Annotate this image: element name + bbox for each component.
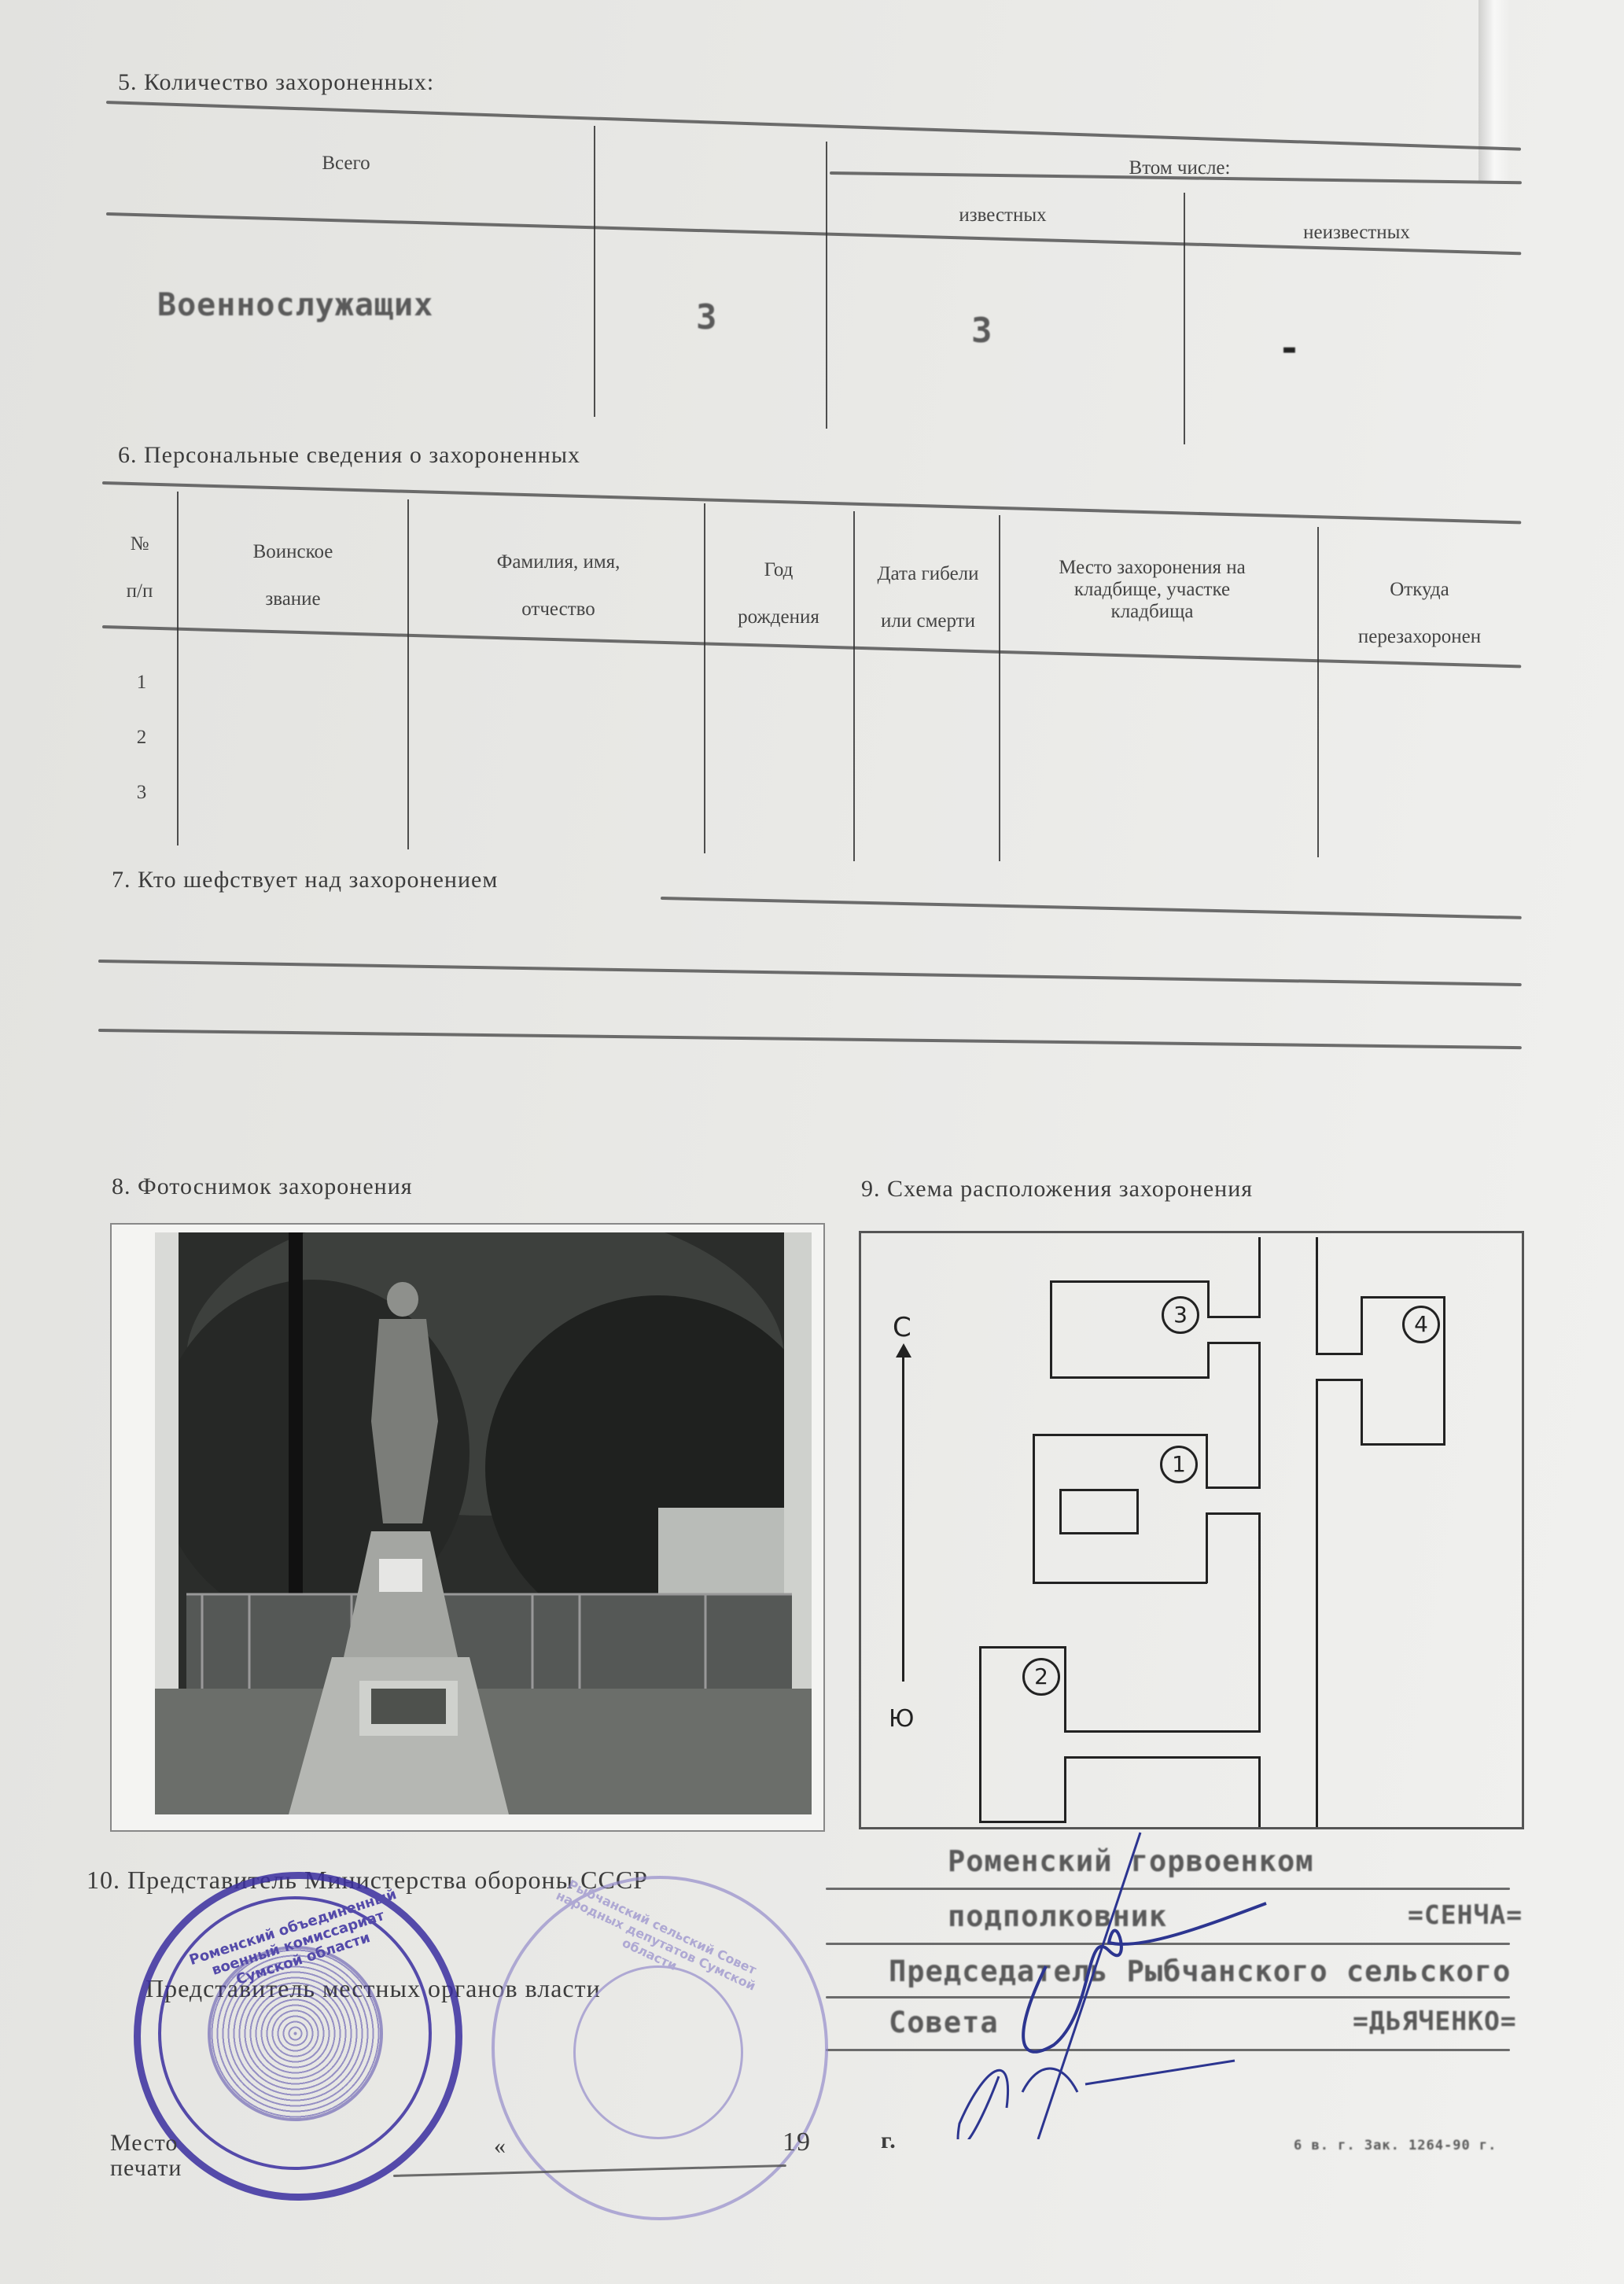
marker-3: 3 [1162, 1296, 1199, 1334]
local-authority-rep-label: Представитель местных органов власти [145, 1974, 601, 2002]
table-row-1-num: 1 [136, 672, 147, 693]
col-num-line1: № [130, 533, 149, 554]
year-prefix: 19 [783, 2127, 811, 2157]
header-known: известных [959, 204, 1047, 226]
date-quote: « [494, 2133, 506, 2159]
compass-north-label: С [893, 1312, 911, 1343]
col-from-line2: перезахоронен [1357, 626, 1482, 647]
compass-arrow [902, 1351, 904, 1682]
col-place-line1: Место захоронения на кладбище, участке [1059, 557, 1246, 600]
section6-title: 6. Персональные сведения о захороненных [118, 442, 580, 468]
section7-title: 7. Кто шефствует над захоронением [112, 867, 499, 893]
ministry-signer-title: Роменский горвоенком [948, 1844, 1314, 1878]
marker-1: 1 [1160, 1446, 1198, 1483]
ministry-signer-rank: подполковник [948, 1899, 1168, 1933]
col-from-line1: Откуда [1390, 579, 1449, 600]
seal-place-label-1: Место [110, 2130, 179, 2156]
ministry-signer-name: =СЕНЧА= [1408, 1899, 1523, 1930]
marker-4: 4 [1402, 1306, 1440, 1343]
col-rank-line2: звание [265, 588, 321, 610]
signature-ink [904, 1809, 1376, 2139]
col-birth-line1: Год [764, 559, 794, 580]
year-suffix: г. [881, 2127, 897, 2153]
print-info: 6 в. г. Зак. 1264-90 г. [1294, 2138, 1497, 2153]
category-servicemen: Военнослужащих [157, 287, 434, 323]
col-rank-line1: Воинское [252, 541, 333, 562]
header-total: Всего [322, 153, 370, 174]
compass-south-label: Ю [889, 1705, 915, 1733]
council-stamp-text: Рыбчанский сельский Совет народных депутатов Сумской области [554, 1877, 759, 1994]
section9-title: 9. Схема расположения захоронения [861, 1176, 1254, 1202]
col-birth-line2: рождения [738, 606, 819, 628]
local-signer-council: Совета [889, 2006, 999, 2039]
marker-2: 2 [1022, 1658, 1060, 1696]
col-name-line1: Фамилия, имя, [496, 551, 621, 573]
military-stamp-text: Роменский объединенный военный комиссариат Сумской области [187, 1885, 399, 1988]
col-death-line1: Дата гибели [877, 563, 979, 584]
col-place-line2: кладбища [1110, 601, 1194, 622]
burial-location-scheme [859, 1231, 1524, 1829]
arrow-head-icon [896, 1343, 911, 1358]
col-name-line2: отчество [521, 599, 595, 620]
paper-crease [1479, 0, 1510, 181]
col-death-line2: или смерти [881, 610, 975, 632]
total-count: 3 [696, 297, 718, 337]
burial-photo [110, 1223, 825, 1832]
section5-title: 5. Количество захороненных: [118, 69, 435, 95]
col-num-line2: п/п [126, 580, 153, 602]
header-unknown: неизвестных [1303, 222, 1410, 243]
table-row-3-num: 3 [136, 782, 147, 803]
known-count: 3 [971, 311, 993, 351]
ministry-rep-label: 10. Представитель Министерства обороны СССР [87, 1866, 648, 1894]
table-row-2-num: 2 [136, 727, 147, 748]
unknown-count: - [1278, 326, 1302, 370]
monument-photo-image [155, 1232, 812, 1814]
section8-title: 8. Фотоснимок захоронения [112, 1173, 413, 1199]
seal-place-label-2: печати [110, 2155, 182, 2181]
local-signer-title: Председатель Рыбчанского сельского [889, 1954, 1512, 1988]
military-commissariat-stamp [134, 1872, 462, 2201]
header-including: Втом числе: [1129, 157, 1231, 179]
local-signer-name: =ДЬЯЧЕНКО= [1353, 2006, 1517, 2036]
